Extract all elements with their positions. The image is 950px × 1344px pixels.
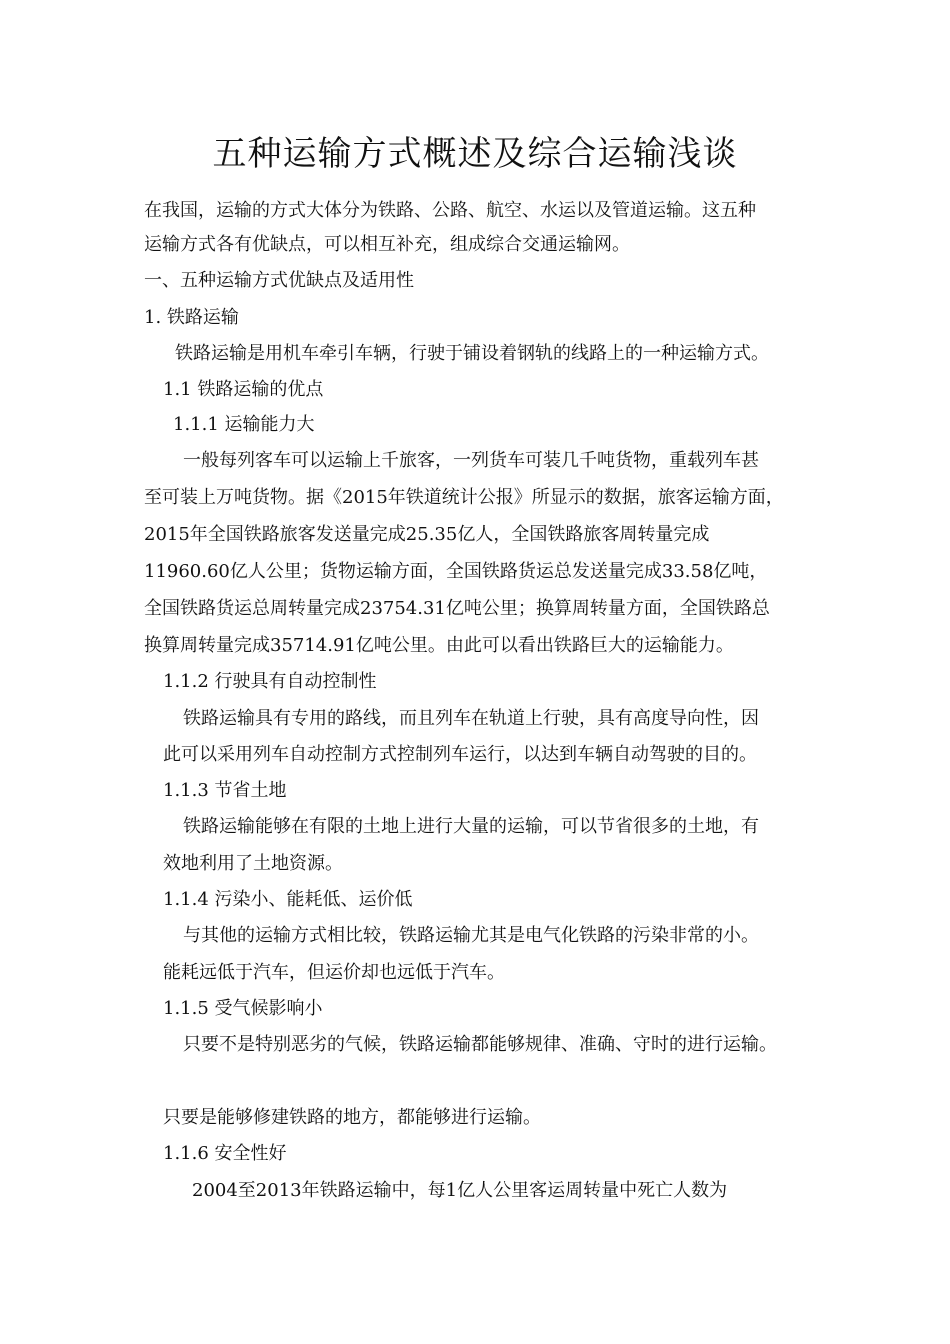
paragraph-line: 铁路运输具有专用的路线，而且列车在轨道上行驶，具有高度导向性，因	[183, 708, 759, 729]
paragraph-line: 与其他的运输方式相比较，铁路运输尤其是电气化铁路的污染非常的小。	[183, 925, 759, 946]
section-heading: 一、五种运输方式优缺点及适用性	[144, 270, 414, 291]
paragraph-line: 只要不是特别恶劣的气候，铁路运输都能够规律、准确、守时的进行运输。	[183, 1034, 777, 1055]
paragraph-line: 在我国，运输的方式大体分为铁路、公路、航空、水运以及管道运输。这五种	[144, 200, 756, 221]
document-title: 五种运输方式概述及综合运输浅谈	[212, 134, 738, 174]
subsection-heading: 1.1.2 行驶具有自动控制性	[163, 671, 377, 692]
paragraph-line: 效地利用了土地资源。	[163, 853, 343, 874]
subsection-heading: 1.1.6 安全性好	[163, 1143, 287, 1164]
paragraph-line: 铁路运输是用机车牵引车辆，行驶于铺设着钢轨的线路上的一种运输方式。	[175, 343, 769, 364]
paragraph-line: 铁路运输能够在有限的土地上进行大量的运输，可以节省很多的土地，有	[183, 816, 759, 837]
subsection-heading: 1.1.4 污染小、能耗低、运价低	[163, 889, 413, 910]
subsection-heading: 1.1.5 受气候影响小	[163, 998, 323, 1019]
paragraph-line: 运输方式各有优缺点，可以相互补充，组成综合交通运输网。	[144, 234, 630, 255]
paragraph-line: 此可以采用列车自动控制方式控制列车运行，以达到车辆自动驾驶的目的。	[163, 744, 757, 765]
subsection-heading: 1.1.3 节省土地	[163, 780, 287, 801]
paragraph-line: 换算周转量完成35714.91亿吨公里。由此可以看出铁路巨大的运输能力。	[144, 635, 734, 656]
paragraph-line: 只要是能够修建铁路的地方，都能够进行运输。	[163, 1107, 541, 1128]
section-heading: 1. 铁路运输	[144, 307, 239, 328]
subsection-heading: 1.1.1 运输能力大	[173, 414, 315, 435]
paragraph-line: 11960.60亿人公里；货物运输方面，全国铁路货运总发送量完成33.58亿吨，	[144, 561, 768, 582]
paragraph-line: 全国铁路货运总周转量完成23754.31亿吨公里；换算周转量方面，全国铁路总	[144, 598, 770, 619]
paragraph-line: 能耗远低于汽车，但运价却也远低于汽车。	[163, 962, 505, 983]
paragraph-line: 至可装上万吨货物。据《2015年铁道统计公报》所显示的数据，旅客运输方面，	[144, 487, 784, 508]
subsection-heading: 1.1 铁路运输的优点	[163, 379, 324, 400]
paragraph-line: 一般每列客车可以运输上千旅客，一列货车可装几千吨货物，重载列车甚	[183, 450, 759, 471]
paragraph-line: 2004至2013年铁路运输中，每1亿人公里客运周转量中死亡人数为	[192, 1180, 728, 1201]
paragraph-line: 2015年全国铁路旅客发送量完成25.35亿人，全国铁路旅客周转量完成	[144, 524, 710, 545]
